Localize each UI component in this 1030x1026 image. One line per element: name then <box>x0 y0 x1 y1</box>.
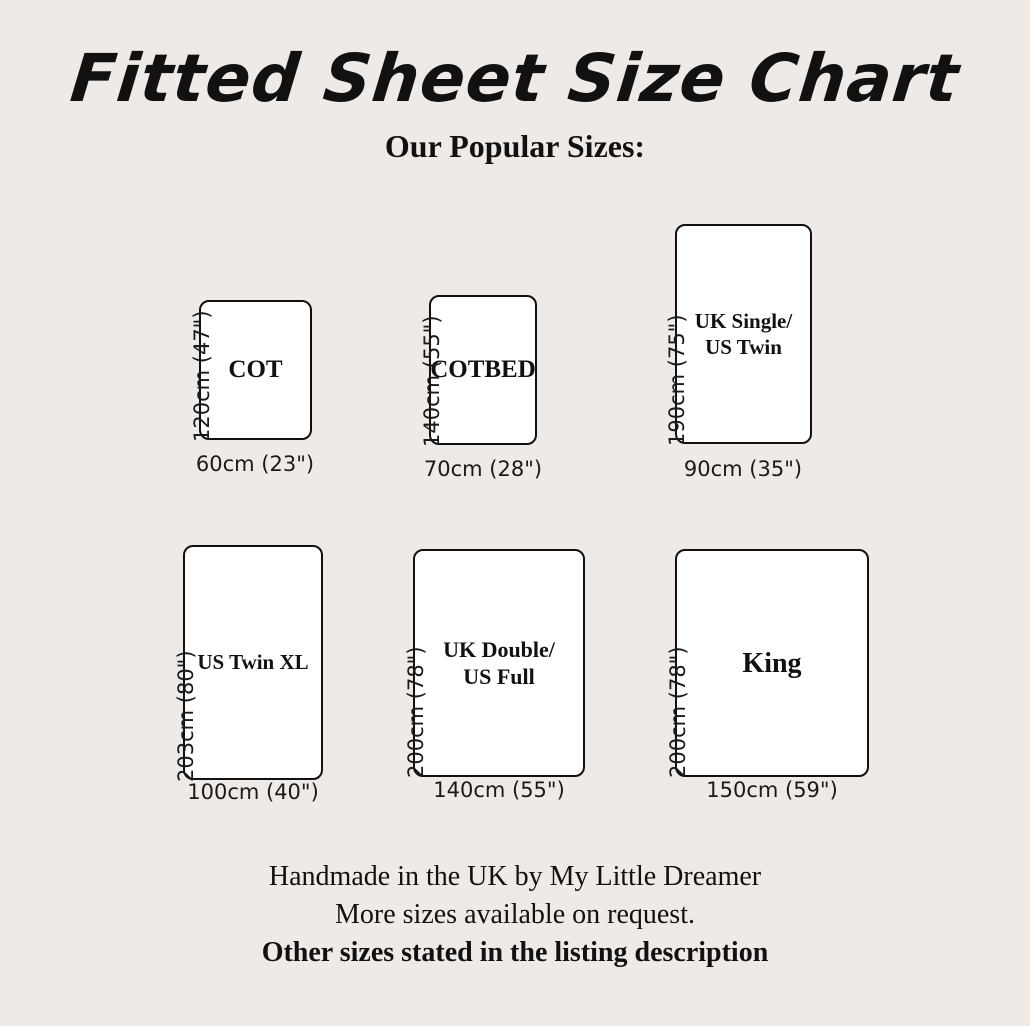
width-dimension-label: 60cm (23") <box>195 452 315 476</box>
sheet-name-line-1: UK Single/ <box>694 308 793 333</box>
sheet-rectangle <box>675 224 812 444</box>
height-dimension-label: 120cm (47") <box>190 310 214 442</box>
sheet-name-label: US Twin XL <box>197 650 309 675</box>
sheet-name-label <box>437 636 561 691</box>
sheet-rectangle <box>199 300 312 440</box>
height-dimension-label: 200cm (78") <box>404 646 428 778</box>
height-dimension-label: 200cm (78") <box>666 646 690 778</box>
sheet-name-line-2: US Twin <box>705 335 782 359</box>
sheet-rectangle <box>413 549 585 777</box>
footer <box>0 858 1030 971</box>
width-dimension-label: 90cm (35") <box>683 457 803 481</box>
sheet-name-line-1: UK Double/ <box>443 636 555 662</box>
footer-line-3: Other sizes stated in the listing description <box>261 936 769 968</box>
page-title: Fitted Sheet Size Chart <box>67 40 963 117</box>
height-dimension-label: 190cm (75") <box>665 314 689 446</box>
width-dimension-label: 140cm (55") <box>433 778 565 802</box>
width-dimension-label: 100cm (40") <box>187 780 319 804</box>
sheet-rectangle <box>675 549 869 777</box>
page-subtitle: Our Popular Sizes: <box>384 128 646 164</box>
size-grid <box>0 180 1030 830</box>
sheet-rectangle <box>183 545 323 780</box>
sheet-name-label: King <box>742 647 802 679</box>
sheet-name-label: COTBED <box>430 356 536 384</box>
width-dimension-label: 150cm (59") <box>706 778 838 802</box>
width-dimension-label: 70cm (28") <box>423 457 543 481</box>
sheet-name-line-2: US Full <box>463 664 535 689</box>
footer-line-1: Handmade in the UK by My Little Dreamer <box>268 861 762 892</box>
footer-line-2: More sizes available on request. <box>335 898 695 930</box>
sheet-name-label <box>689 308 798 361</box>
height-dimension-label: 140cm (55") <box>420 315 444 447</box>
sheet-name-label: COT <box>228 356 283 384</box>
height-dimension-label: 203cm (80") <box>174 650 198 782</box>
sheet-rectangle <box>429 295 537 445</box>
